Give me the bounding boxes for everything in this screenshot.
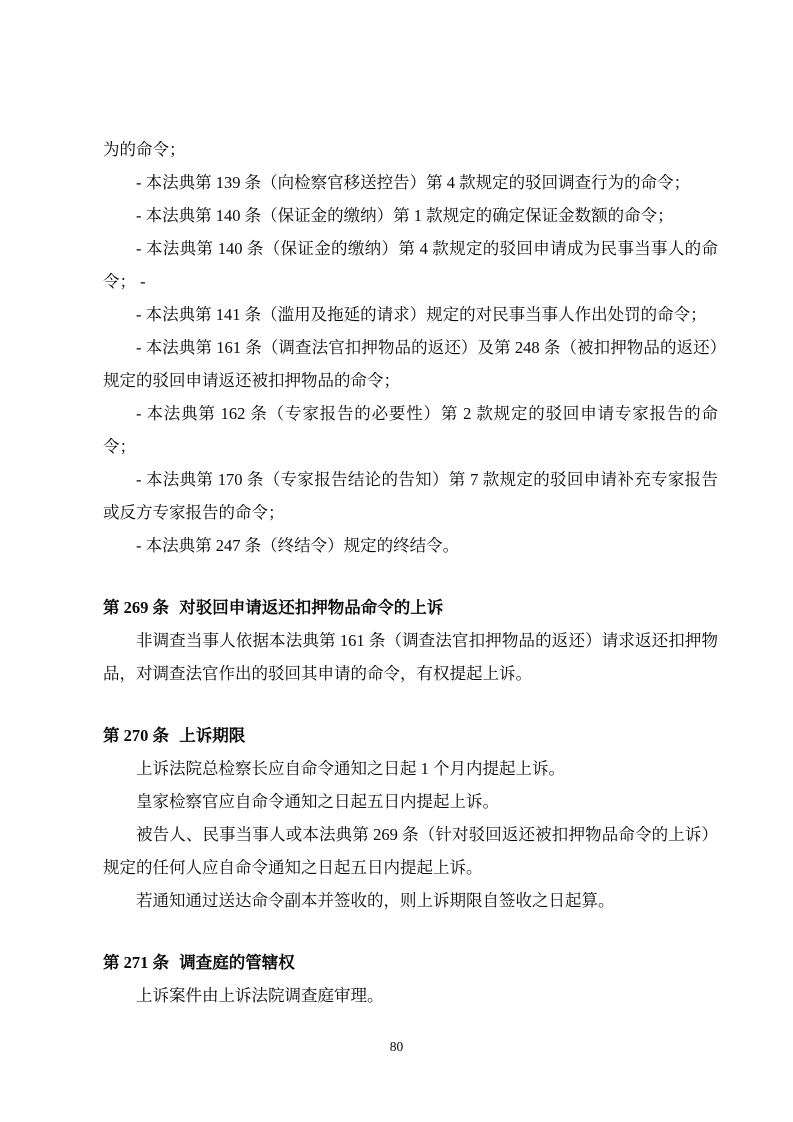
- list-item: - 本法典第 141 条（滥用及拖延的请求）规定的对民事当事人作出处罚的命令；: [136, 305, 707, 324]
- body-paragraph: 被告人、民事当事人或本法典第 269 条（针对驳回返还被扣押物品命令的上诉）规定的任何人应自命令通知之日起五日内提起上诉。: [103, 825, 718, 877]
- section-heading: [103, 591, 718, 624]
- page-number: 80: [389, 1039, 404, 1054]
- section-number: 第 269 条: [103, 598, 169, 617]
- list-item: - 本法典第 140 条（保证金的缴纳）第 4 款规定的驳回申请成为民事当事人的命令； -: [103, 239, 718, 291]
- list-item: - 本法典第 140 条（保证金的缴纳）第 1 款规定的确定保证金数额的命令；: [136, 206, 674, 225]
- section-title: 上诉期限: [179, 726, 246, 745]
- section-number: 第 271 条: [103, 953, 169, 972]
- body-paragraph: 皇家检察官应自命令通知之日起五日内提起上诉。: [136, 792, 499, 811]
- paragraph-continuation: 为的命令；: [103, 140, 186, 159]
- list-item: - 本法典第 162 条（专家报告的必要性）第 2 款规定的驳回申请专家报告的命令；: [103, 404, 718, 456]
- section-heading: [103, 946, 718, 979]
- list-item: - 本法典第 161 条（调查法官扣押物品的返还）及第 248 条（被扣押物品的返还）规定的驳回申请返还被扣押物品的命令；: [103, 338, 718, 390]
- section-title: 对驳回申请返还扣押物品命令的上诉: [179, 598, 444, 617]
- body-paragraph: 上诉法院总检察长应自命令通知之日起 1 个月内提起上诉。: [136, 759, 565, 778]
- section-article-271: [103, 946, 718, 1012]
- section-heading: [103, 719, 718, 752]
- body-paragraph: 上诉案件由上诉法院调查庭审理。: [136, 986, 384, 1005]
- section-number: 第 270 条: [103, 726, 169, 745]
- section-article-269: [103, 591, 718, 690]
- body-paragraph: 非调查当事人依据本法典第 161 条（调查法官扣押物品的返还）请求返还扣押物品，对调查法官作出的驳回其申请的命令，有权提起上诉。: [103, 631, 718, 683]
- list-item: - 本法典第 139 条（向检察官移送控告）第 4 款规定的驳回调查行为的命令；: [136, 173, 691, 192]
- body-paragraph: 若通知通过送达命令副本并签收的，则上诉期限自签收之日起算。: [136, 891, 615, 910]
- list-item: - 本法典第 247 条（终结令）规定的终结令。: [136, 536, 460, 555]
- section-article-270: [103, 719, 718, 917]
- section-title: 调查庭的管辖权: [179, 953, 295, 972]
- list-item: - 本法典第 170 条（专家报告结论的告知）第 7 款规定的驳回申请补充专家报告或反方专家报告的命令；: [103, 470, 718, 522]
